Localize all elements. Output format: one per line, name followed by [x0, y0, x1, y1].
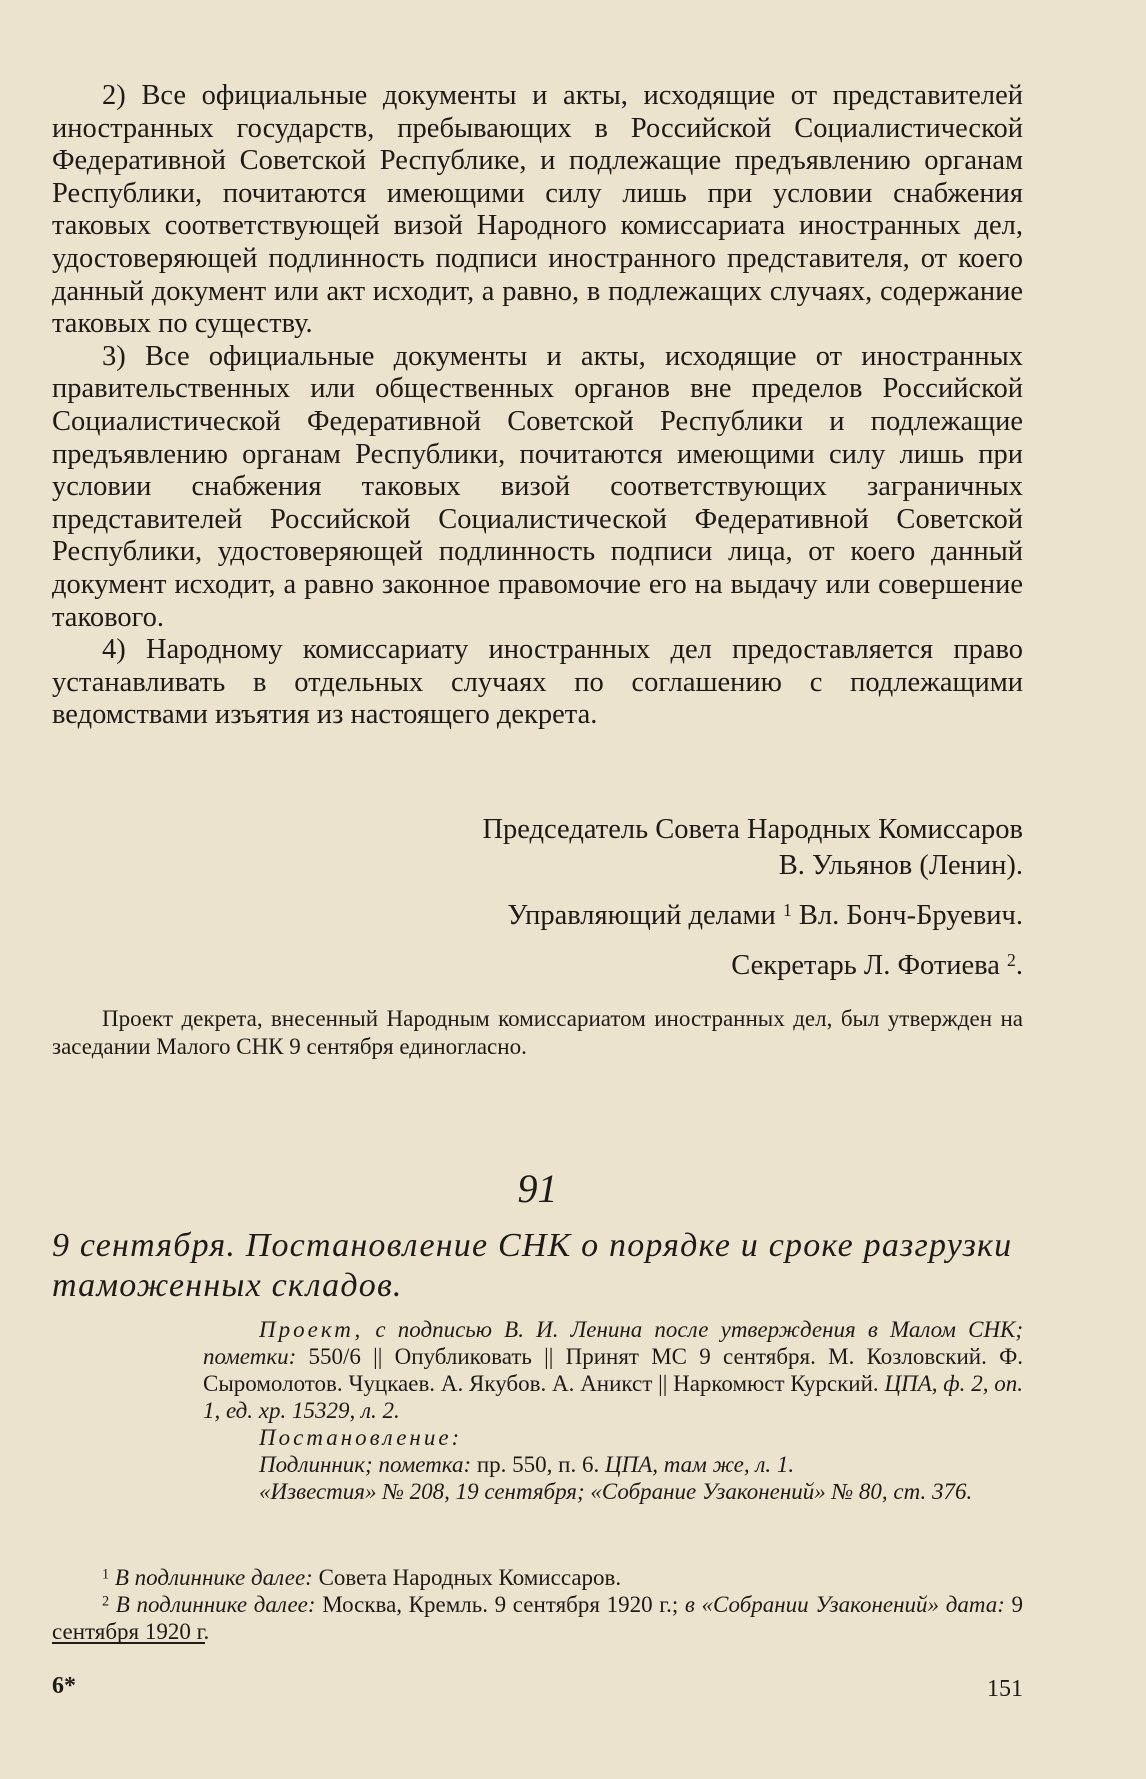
decree-body: [52, 80, 1023, 732]
original-label: Подлинник; пометка:: [259, 1452, 472, 1477]
footnotes: [52, 1564, 1023, 1645]
footnote-text-2: 9 сентября 1920 г.: [52, 1592, 1024, 1644]
footnote-lead: В подлиннике далее:: [115, 1592, 316, 1617]
footnote-1: [52, 1564, 1023, 1591]
footnote-2: [52, 1591, 1023, 1645]
secretary-name: Секретарь Л. Фотиева: [731, 950, 1000, 981]
document-number: 91: [517, 1166, 558, 1211]
manager-title: Управляющий делами: [507, 900, 776, 931]
footnote-lead: В подлиннике далее:: [114, 1565, 313, 1590]
project-description: с подписью В. И. Ленина после утверждения в Малом СНК; пометки:: [203, 1317, 1023, 1369]
footnote-text: Москва, Кремль. 9 сентября 1920 г.;: [322, 1592, 679, 1617]
manager-name: Вл. Бонч-Бруевич.: [798, 900, 1023, 931]
secretary-signature: [52, 948, 1023, 984]
editorial-note: [52, 1005, 1023, 1061]
document-title: 9 сентября. Постановление СНК о порядке и сроке разгрузки таможенных складов.: [52, 1227, 1013, 1304]
source-publication: «Известия» № 208, 19 сентября; «Собрание Узаконений» № 80, ст. 376.: [259, 1479, 973, 1504]
project-archive: ЦПА, ф. 2, оп. 1, ед. хр. 15329, л. 2.: [203, 1371, 1024, 1423]
source-notes: [203, 1316, 1023, 1505]
footnote-mark: 1: [102, 1566, 110, 1583]
editorial-note-text: Проект декрета, внесенный Народным комиссариатом иностранных дел, был утвержден на заседании Малого СНК 9 сентября единогласно.: [52, 1006, 1023, 1059]
footnote-ref-2: 2: [1007, 950, 1016, 971]
footnote-text: Совета Народных Комиссаров.: [318, 1565, 622, 1590]
footnote-lead-2: в «Собрании Узаконений» дата:: [684, 1592, 1005, 1617]
signatures-block: [52, 812, 1023, 998]
paragraph-3: 3) Все официальные документы и акты, исходящие от иностранных правительственных или общественных органов вне пределов Российской Социалистической Федеративной Советской Республики и подлежащие предъявлению органам Республики, почитаются имеющими силу лишь при условии снабжения таковых визой соответствующих заграничных представителей Российской Социалистической Федеративной Советской Республики, удостоверяющей подлинность подписи лица, от коего данный документ исходит, а равно законное правомочие его на выдачу или совершение такового.: [52, 340, 1023, 633]
chairman-name: В. Ульянов (Ленин).: [778, 850, 1023, 881]
footnote-mark: 2: [102, 1593, 110, 1610]
secretary-end: .: [1015, 950, 1023, 981]
footnote-ref-1: 1: [782, 900, 792, 921]
source-project: [203, 1316, 1023, 1424]
paragraph-4: 4) Народному комиссариату иностранных дел предоставляется право устанавливать в отдельных случаях по соглашению с подлежащими ведомствами изъятия из настоящего декрета.: [52, 634, 1023, 731]
project-marks: 550/6 || Опубликовать || Принят МС 9 сентября. М. Козловский. Ф. Сыромолотов. Чуцкаев. А. Якубов. А. Аникст || Наркомюст Курский.: [203, 1344, 1023, 1396]
chairman-signature: [52, 812, 1023, 884]
resolution-label: Постановление:: [259, 1425, 463, 1450]
manager-signature: [52, 898, 1023, 934]
original-archive: ЦПА, там же, л. 1.: [605, 1452, 795, 1477]
page-number: 151: [987, 1676, 1023, 1702]
signature-mark: 6*: [52, 1673, 76, 1699]
chairman-title: Председатель Совета Народных Комиссаров: [482, 814, 1023, 845]
original-mark: пр. 550, п. 6.: [476, 1452, 600, 1477]
project-label: Проект,: [259, 1317, 364, 1342]
source-original: [203, 1451, 1023, 1478]
paragraph-2: 2) Все официальные документы и акты, исходящие от представителей иностранных государств, пребывающих в Российской Социалистической Федеративной Советской Республике, и подлежащие предъявлению органам Республики, почитаются имеющими силу лишь при условии снабжения таковых соответствующей визой Народного комиссариата иностранных дел, удостоверяющей подлинность подписи иностранного представителя, от коего данный документ или акт исходит, а равно, в подлежащих случаях, содержание таковых по существу.: [52, 80, 1023, 340]
